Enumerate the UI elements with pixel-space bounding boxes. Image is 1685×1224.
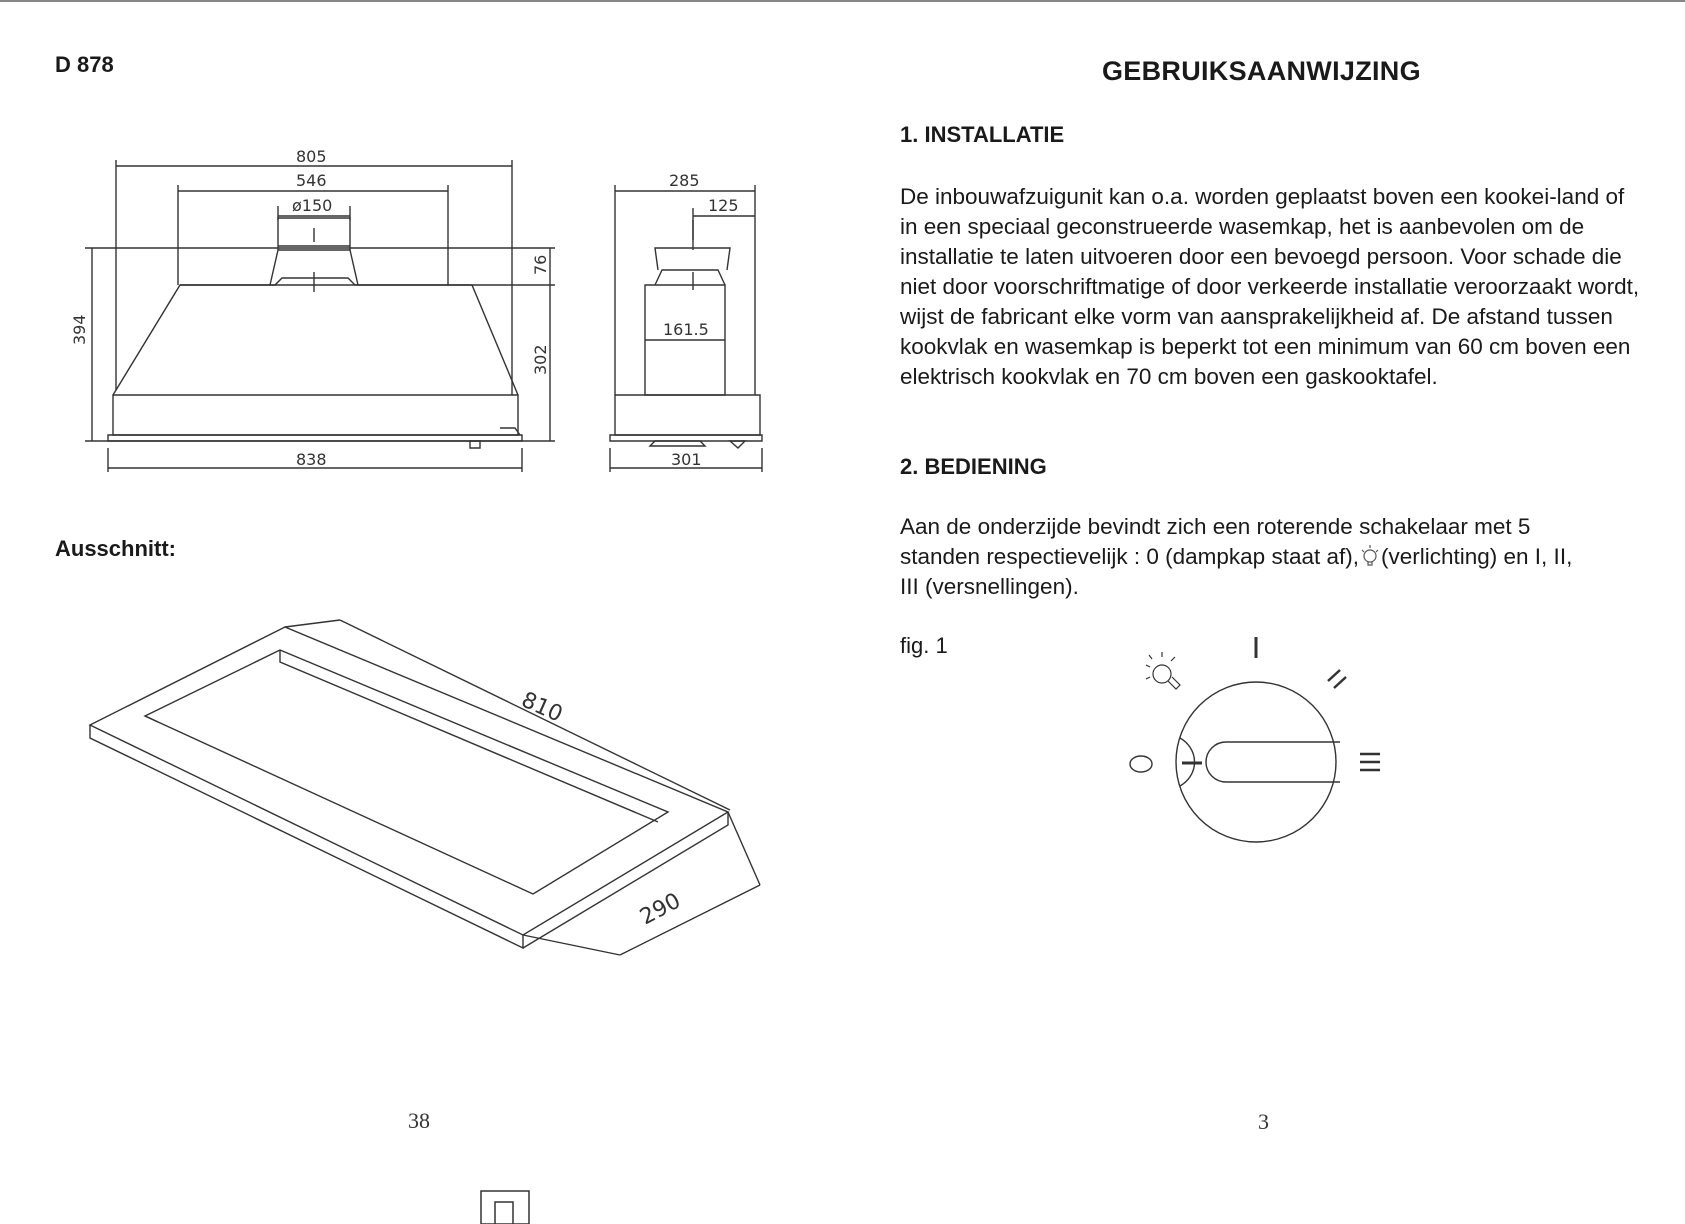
dim-top-width: 546 [296, 171, 327, 190]
bediening-line-3: III (versnellingen). [900, 574, 1079, 599]
model-number: D 878 [55, 52, 114, 77]
page-number-left: 38 [408, 1108, 430, 1133]
bediening-line-2b: (verlichting) en I, II, [1381, 544, 1573, 569]
section-heading-installatie: 1. INSTALLATIE [900, 122, 1065, 147]
dim-bottom-width: 838 [296, 450, 327, 469]
cutout-label: Ausschnitt: [55, 536, 176, 561]
dim-side-offset: 125 [708, 196, 739, 215]
dim-cutout-length: 810 [517, 687, 567, 728]
section-text-installatie: De inbouwafzuigunit kan o.a. worden geplaatst boven een kookei-land of in een speciaal geconstrueerde wasemkap, het is aanbevolen om de installatie te laten uitvoeren door een bevoegd persoon. Voor schade die niet door voorschriftmatige of door verkeerde installatie veroorzaakt wordt, wijst de fabricant elke vorm van aansprakelijkheid af. De afstand tussen kookvlak en wasemkap is beperkt tot een minimum van 60 cm boven een elektrisch kookvlak en 70 cm boven een gaskooktafel. [900, 184, 1640, 389]
bediening-line-2 [900, 542, 1645, 572]
light-bulb-icon [1359, 543, 1381, 567]
dim-pipe-diameter: ø150 [292, 196, 333, 215]
dim-collar-height: 76 [531, 254, 550, 275]
bediening-line-1: Aan de onderzijde bevindt zich een roterende schakelaar met 5 [900, 514, 1531, 539]
dim-cutout-width: 290 [636, 888, 685, 931]
dim-side-depth: 285 [669, 171, 700, 190]
section-text-bediening [900, 512, 1645, 602]
dim-side-bottom: 301 [671, 450, 702, 469]
dim-total-height: 394 [70, 314, 89, 345]
dim-side-box: 161.5 [663, 320, 709, 339]
figure-label: fig. 1 [900, 633, 948, 658]
dim-total-width: 805 [296, 147, 327, 166]
knob-diagram [1130, 637, 1380, 842]
binding-mark [480, 1190, 530, 1224]
dim-body-height: 302 [531, 344, 550, 375]
light-bulb-icon [1146, 652, 1180, 689]
page-number-right: 3 [1258, 1109, 1269, 1134]
page-title: GEBRUIKSAANWIJZING [1102, 56, 1421, 86]
section-heading-bediening: 2. BEDIENING [900, 454, 1047, 479]
bediening-line-2a: standen respectievelijk : 0 (dampkap staat af), [900, 544, 1359, 569]
